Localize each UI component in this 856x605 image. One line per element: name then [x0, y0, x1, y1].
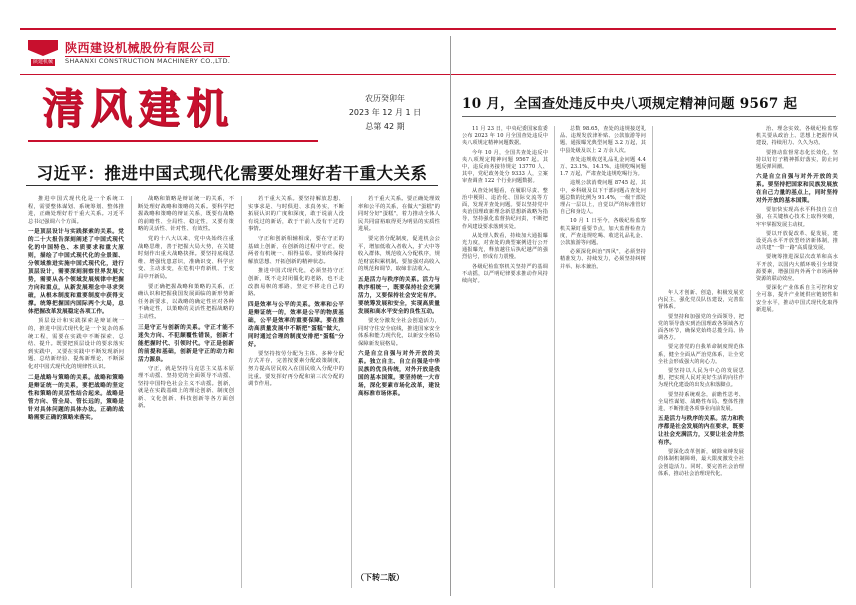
issue-info — [330, 92, 440, 134]
article-jump-note: （下转二版） — [356, 572, 404, 582]
right-column-4: 治、理念实效。各级纪检监察机关要从政治上、思想上把握作风建设，持续用力、久久为功。 要推动监督常态化长效化，坚持以钉钉子精神抓好落实，防止问题反弹回潮。 六是自立自强与对外开放的关系。要坚持把国家和民族发展放在自己力量的基点上，同时坚持对外开放的基本国策。 要加快实现高水平科技自立自强，在关键核心技术上取得突破，牢牢掌握发展主动权。 要以开放促改革、促发展，建设更高水平开放型经济新体制，推动共建"一带一路"高质量发展。 要统筹推进深层次改革和高水平开放，以国内大循环吸引全球资源要素，增强国内外两个市场两种资源的联动效应。 要深化产业体系自主可控和安全可靠，提升产业链供应链韧性和安全水平，推动中国式现代化取得新进展。 — [756, 126, 838, 313]
right-column-3: 年人才创新、创造，积极发展党内民主，强化党员队伍建设，完善监督体系。 要坚持和加强党的全面领导，把党的领导落实到治国理政各领域各方面各环节，确保党始终总揽全局、协调各方。 要完善党的自我革命制度规范体系，健全全面从严治党体系，让全党全社会形成强大的向心力。 要坚持以人民为中心的发展思想，把实现人民对美好生活的向往作为现代化建设的出发点和落脚点。 要坚持系统观念，前瞻性思考、全局性谋划、战略性布局、整体性推进，不断推进各项事业向前发展。 五是活力与秩序的关系。活力和秩序都是社会发展的内在要求，既要让社会充满活力，又要让社会井然有序。 要深化改革创新，破除束缚发展的体制机制障碍，最大限度激发全社会创造活力。同时，要完善社会治理体系，推动社会治理现代化。 — [658, 290, 744, 477]
left-col-divider-2 — [241, 196, 242, 588]
masthead-divider — [20, 74, 836, 75]
right-column-1: 11 月 23 日，中央纪委国家监委公布 2023 年 10 月全国查处违反中央八项规定精神问题数据。 今年 10 月，全国共查处违反中央八项规定精神问题 9567 起。其中，违反商务接待规定 13770 人、其中，党纪政务处分 9333 人，立案审查调查 122 个行业问题数据。 从查处问题看，在履职尽责、整治中梗阻、违治化、国际交流等方面，发现并查处问题。要以坚持党中央治国理政新理念新思想新战略为指导，坚持强化监督执纪问责，不断把作风建设要求落到实处。 从处理人数看，持续加大通报曝光力度，对查处的典型案例进行公开通报曝光，释放越往后执纪越严的强烈信号，形成有力震慢。 各级纪检监察机关坚持严的基调不动摇，以严明纪律要求推动作风持续向好。 — [462, 126, 548, 285]
issue-lunar-date: 农历癸卯年 — [365, 94, 405, 103]
right-col-divider-3 — [750, 290, 751, 588]
left-column-3: 若干重大关系。要坚持解放思想、实事求是、与时俱进、求真务实，不断拓展认识的广度和深度，敢于说前人没有说过的新话，敢于干前人没有干过的事情。 守正和创新相辅相成，要在守正的基础上创新，在创新的过程中守正，使两者有机统一、相得益彰。要始终保持解放思想、开拓创新的精神状态。 推进中国式现代化，必须坚持守正创新，既不走封闭僵化的老路，也不走改旗易帜的邪路，坚定不移走自己的路。 四是效率与公平的关系。效率和公平是辩证统一的，效率是公平的物质基础，公平是效率的重要保障。要在推动高质量发展中不断把"蛋糕"做大，同时通过合理的制度安排把"蛋糕"分好。 要坚持按劳分配为主体、多种分配方式并存，完善按要素分配政策制度，努力提高居民收入在国民收入分配中的比重。要发挥好再分配和第三次分配的调节作用。 — [248, 196, 344, 388]
right-col-divider-2 — [652, 126, 653, 588]
left-column-1: 推进中国式现代化是一个系统工程，需要整体谋划、系统筹划、整体推进，正确处理好若干重大关系。习近平总书记强调六个方面。 一是顶层设计与实践探索的关系。党的二十大报告深刻阐述了中国式现代化的中国特色、本质要求和重大原则，描绘了中国式现代化的全景图、分领域推进实施中国式现代化，进行顶层设计，需要深刻洞察世界发展大势，需要从各个领域发展规律中把握方向和重点，从新发展理念中寻求突破，从根本制度和重要制度中获得支撑。统筹把握国内国际两个大局，总体把握改革发展稳定各项工作。 顶层设计和实践探索是辩证统一的，推进中国式现代化是一个复杂的系统工程，需要在实践中不断探索、总结、提升。既要把顶层设计的要求落实到实践中，又要在实践中不断发现新问题、总结新经验、提炼新理论，不断深化对中国式现代化的规律性认识。 二是战略与策略的关系。战略和策略是辩证统一的关系，要把战略的坚定性和策略的灵活性结合起来。战略是管方向、管全局、管长远的，策略是针对具体问题的具体办法。正确的战略需要正确的策略来落实。 — [28, 196, 124, 421]
right-article-headline: 10 月，全国查处违反中央八项规定精神问题 9567 起 — [462, 96, 798, 112]
left-column-4: 若干重大关系。要正确处理效率和公平的关系，在做大"蛋糕"的同时分好"蛋糕"，着力推动全体人民共同富裕取得更为明显的实质性进展。 要完善分配制度，促进机会公平，增加低收入者收入，扩大中等收入群体，规范收入分配秩序，规范财富积累机制。要加强对高收入的规范和调节，取缔非法收入。 五是活力与秩序的关系。活力与秩序相统一，既要保持社会充满活力，又要保持社会安定有序。要统筹发展和安全，实现高质量发展和高水平安全的良性互动。 要充分激发全社会创造活力，同时守住安全底线，推进国家安全体系和能力现代化，以新安全格局保障新发展格局。 六是自立自强与对外开放的关系。独立自主、自立自强是中华民族的优良传统，对外开放是我国的基本国策。要坚持统一大市场，深化要素市场化改革，建设高标准市场体系。 — [358, 196, 440, 398]
company-name-block — [65, 41, 230, 66]
right-headline-divider — [462, 116, 836, 117]
right-col-divider-1 — [554, 126, 555, 588]
nameplate-underline — [28, 140, 318, 142]
company-name-cn: 陕西建设机械股份有限公司 — [65, 40, 216, 55]
logo-mark-label: 陕建机械 — [32, 59, 53, 65]
company-name-en: SHAANXI CONSTRUCTION MACHINERY CO.,LTD. — [65, 56, 231, 65]
page-center-divider — [450, 36, 451, 596]
company-masthead — [28, 36, 438, 70]
issue-number: 总第 42 期 — [365, 122, 405, 131]
left-column-2: 战略和策略是辩证统一的关系，不断处理好战略和策略的关系。要科学把握战略和策略的辩证关系，既要有战略的前瞻性、全局性、稳定性，又要有策略的灵活性、针对性、有效性。 党的十八大以来，党中央始终注重战略思维，善于把握大局大势，在关键时刻作出重大战略抉择。要坚持底线思维、增强忧患意识，准确识变、科学应变、主动求变，在危机中育新机、于变局中开新局。 要正确把握战略和策略的关系，正确认识和把握我国发展面临的新形势新任务新要求，以战略的确定性应对各种不确定性，以策略的灵活性把握战略的主动性。 三是守正与创新的关系。守正才能不迷失方向、不犯颠覆性错误，创新才能把握时代、引领时代。守正是创新的前提和基础，创新是守正的动力和活力源泉。 守正，就是坚持马克思主义基本原理不动摇、坚持党的全面领导不动摇、坚持中国特色社会主义不动摇。创新，就是在实践基础上的理论创新、制度创新、文化创新、科技创新等各方面创新。 — [138, 196, 234, 410]
left-col-divider-1 — [131, 196, 132, 588]
left-article-headline: 习近平：推进中国式现代化需要处理好若干重大关系 — [36, 164, 428, 183]
company-logo-icon — [28, 40, 58, 66]
issue-date: 2023 年 12 月 1 日 — [348, 108, 422, 117]
left-headline-divider — [26, 185, 438, 186]
newspaper-nameplate: 清风建机 — [42, 84, 235, 133]
right-column-2: 总数 98.65，查处的违规接送礼品、违规发放津补贴、公款旅游等问题，通报曝光典型问题 3.2 万起，其中县处级及以上 2 万余人次。 查处违规收送礼品礼金问题 4.4 万、23.1%、14.1%、违规吃喝问题 1.7 万起，严肃查处违规吃喝行为。 违规公款消费问题 8745 起，其中，乡科级及以下干部问题占查处问题总数的比例为 91.4%，一级干部处理占一层以上，自觉以严的标准管好自己和身边人。 10 月 1 日至今，各级纪检监察机关紧盯重要节点，加大监督检查力度，严查违规吃喝、收送礼品礼金、公款旅游等问题。 必须深化纠治"四风"，必须坚持精准发力、持续发力，必须坚持纠树并举、标本兼治。 — [560, 126, 646, 270]
left-col-divider-3 — [351, 196, 352, 588]
top-divider — [20, 28, 836, 30]
